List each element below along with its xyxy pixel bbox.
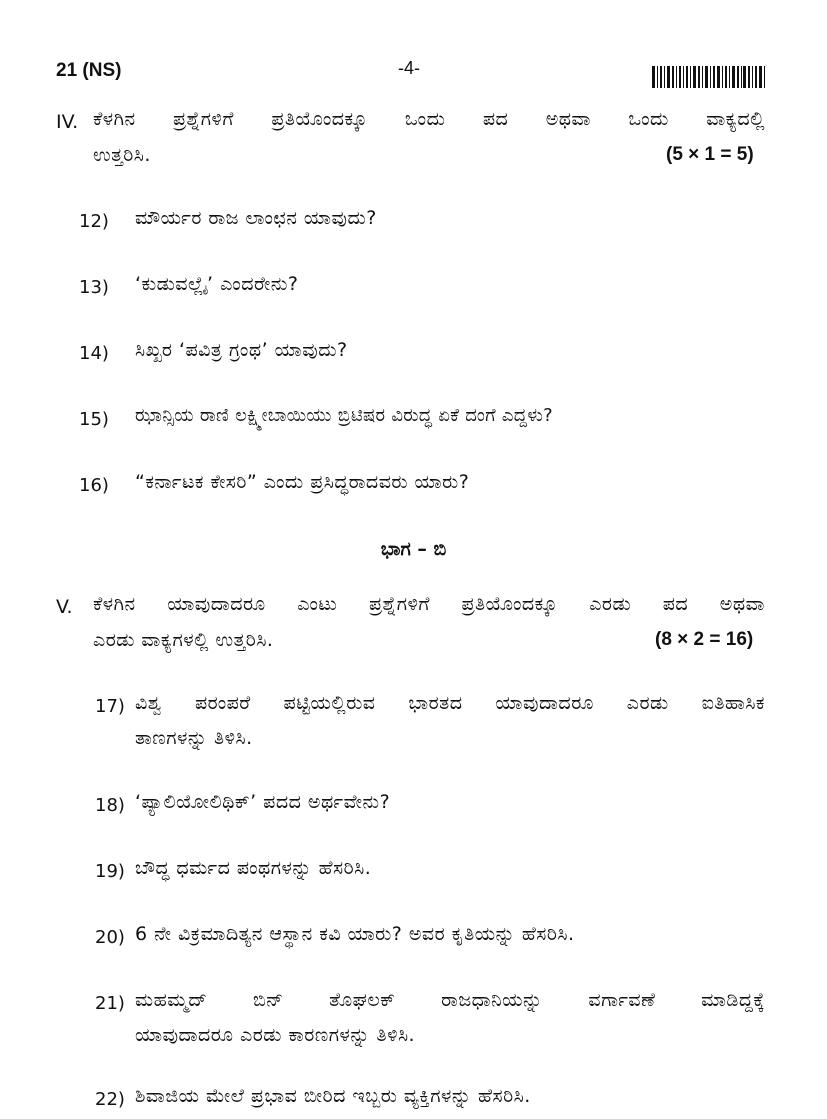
question-text: ಬೌದ್ಧ ಧರ್ಮದ ಪಂಥಗಳನ್ನು ಹೆಸರಿಸಿ. bbox=[135, 857, 372, 879]
section-v-instruction-line1: ಕೆಳಗಿನ ಯಾವುದಾದರೂ ಎಂಟು ಪ್ರಶ್ನೆಗಳಿಗೆ ಪ್ರತಿಯೊಂದಕ್ಕೂ ಎರಡು ಪದ ಅಥವಾ bbox=[93, 593, 765, 615]
question-text: ‘ಕುಡುವಲ್ಲೈ’ ಎಂದರೇನು? bbox=[135, 273, 299, 295]
question-text-continued: ತಾಣಗಳನ್ನು ತಿಳಿಸಿ. bbox=[135, 727, 253, 749]
paper-code: 21 (NS) bbox=[56, 60, 122, 81]
question-number: 13) bbox=[79, 277, 109, 298]
question-number: 21) bbox=[95, 993, 125, 1014]
question-number: 22) bbox=[95, 1089, 125, 1110]
question-number: 12) bbox=[79, 211, 109, 232]
question-number: 14) bbox=[79, 343, 109, 364]
question-number: 20) bbox=[95, 927, 125, 948]
question-text: 6 ನೇ ವಿಕ್ರಮಾದಿತ್ಯನ ಆಸ್ಥಾನ ಕವಿ ಯಾರು? ಅವರ ಕೃತಿಯನ್ನು ಹೆಸರಿಸಿ. bbox=[135, 923, 575, 945]
question-number: 16) bbox=[79, 475, 109, 496]
question-text: ‘ಪ್ಯಾಲಿಯೋಲಿಥಿಕ್’ ಪದದ ಅರ್ಥವೇನು? bbox=[135, 791, 391, 813]
part-b-title: ಭಾಗ – ಬಿ bbox=[380, 538, 447, 560]
question-number: 15) bbox=[79, 409, 109, 430]
question-text: ಮಹಮ್ಮದ್ ಬಿನ್ ತೊಘಲಕ್ ರಾಜಧಾನಿಯನ್ನು ವರ್ಗಾವಣೆ ಮಾಡಿದ್ದಕ್ಕೆ bbox=[135, 989, 765, 1011]
question-text: ಝಾನ್ಸಿಯ ರಾಣಿ ಲಕ್ಷ್ಮೀಬಾಯಿಯು ಬ್ರಿಟಿಷರ ವಿರುದ್ಧ ಏಕೆ ದಂಗೆ ಎದ್ದಳು? bbox=[135, 405, 553, 426]
section-iv-instruction-line1: ಕೆಳಗಿನ ಪ್ರಶ್ನೆಗಳಿಗೆ ಪ್ರತಿಯೊಂದಕ್ಕೂ ಒಂದು ಪದ ಅಥವಾ ಒಂದು ವಾಕ್ಯದಲ್ಲಿ bbox=[93, 108, 765, 130]
question-number: 19) bbox=[95, 861, 125, 882]
section-v-number: V. bbox=[56, 596, 73, 618]
section-iv-marks: (5 × 1 = 5) bbox=[666, 144, 754, 165]
question-text-continued: ಯಾವುದಾದರೂ ಎರಡು ಕಾರಣಗಳನ್ನು ತಿಳಿಸಿ. bbox=[135, 1024, 416, 1046]
section-iv-instruction-line2: ಉತ್ತರಿಸಿ. bbox=[93, 144, 151, 166]
barcode-image bbox=[652, 66, 765, 88]
question-number: 17) bbox=[95, 696, 125, 717]
question-text: “ಕರ್ನಾಟಕ ಕೇಸರಿ” ಎಂದು ಪ್ರಸಿದ್ಧರಾದವರು ಯಾರು? bbox=[135, 471, 470, 493]
question-text: ಮೌರ್ಯರ ರಾಜ ಲಾಂಛನ ಯಾವುದು? bbox=[135, 207, 377, 229]
question-text: ವಿಶ್ವ ಪರಂಪರೆ ಪಟ್ಟಿಯಲ್ಲಿರುವ ಭಾರತದ ಯಾವುದಾದರೂ ಎರಡು ಐತಿಹಾಸಿಕ bbox=[135, 692, 765, 714]
page-number: -4- bbox=[398, 58, 420, 78]
section-v-marks: (8 × 2 = 16) bbox=[655, 629, 754, 650]
question-number: 18) bbox=[95, 795, 125, 816]
section-v-instruction-line2: ಎರಡು ವಾಕ್ಯಗಳಲ್ಲಿ ಉತ್ತರಿಸಿ. bbox=[93, 629, 274, 651]
section-iv-number: IV. bbox=[56, 111, 79, 133]
question-text: ಶಿವಾಜಿಯ ಮೇಲೆ ಪ್ರಭಾವ ಬೀರಿದ ಇಬ್ಬರು ವ್ಯಕ್ತಿಗಳನ್ನು ಹೆಸರಿಸಿ. bbox=[135, 1085, 531, 1107]
question-text: ಸಿಖ್ಖರ ‘ಪವಿತ್ರ ಗ್ರಂಥ’ ಯಾವುದು? bbox=[135, 339, 348, 361]
